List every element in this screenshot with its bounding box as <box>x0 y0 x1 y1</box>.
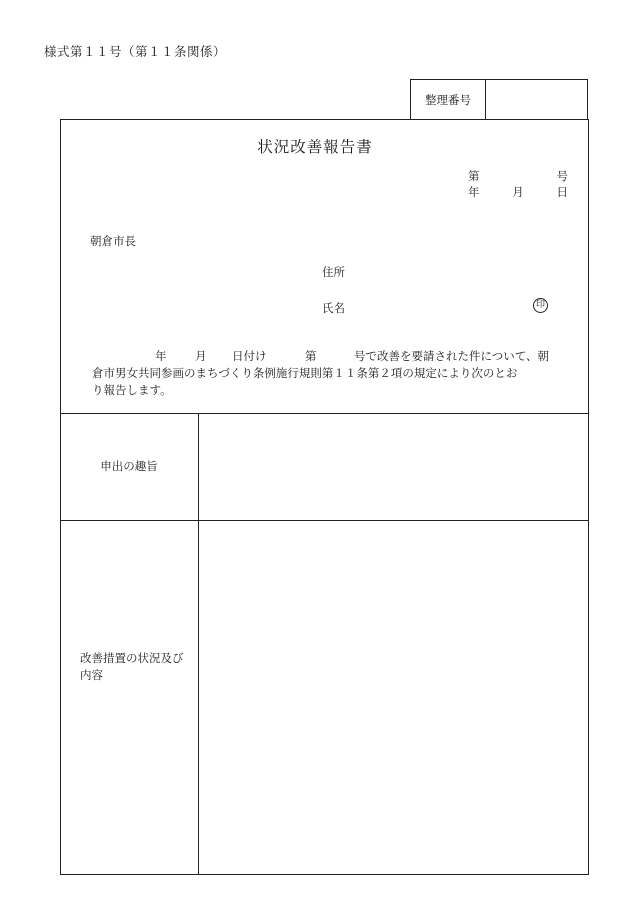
body-dated: 日付け <box>232 349 267 363</box>
document-title: 状況改善報告書 <box>257 138 373 156</box>
body-text-line-2: 倉市男女共同参画のまちづくり条例施行規則第１１条第２項の規定により次のとお <box>92 366 518 380</box>
measures-field[interactable] <box>199 521 588 874</box>
reference-number-field[interactable] <box>486 80 587 119</box>
document-number-line <box>468 168 568 184</box>
body-text-line-3: り報告します。 <box>92 383 172 397</box>
purpose-field[interactable] <box>199 414 588 520</box>
date-month: 月 <box>512 185 524 199</box>
body-year: 年 <box>155 349 167 363</box>
address-label: 住所 <box>322 265 345 279</box>
form-number-label: 様式第１１号（第１１条関係） <box>44 44 227 59</box>
date-day: 日 <box>556 185 568 199</box>
body-dai: 第 <box>305 349 317 363</box>
document-date-line <box>468 184 568 200</box>
reference-number-box <box>410 79 588 119</box>
body-go-text: 号で改善を要請された件について、朝 <box>354 349 550 363</box>
seal-mark: 印 <box>533 298 548 313</box>
name-label: 氏名 <box>322 301 345 315</box>
table-row-measures-label: 改善措置の状況及び内容 <box>80 651 184 682</box>
number-prefix: 第 <box>468 169 480 183</box>
number-suffix: 号 <box>556 169 568 183</box>
addressee: 朝倉市長 <box>90 234 136 248</box>
body-month: 月 <box>195 349 207 363</box>
table-row-purpose-label: 申出の趣旨 <box>100 459 158 473</box>
reference-number-label: 整理番号 <box>411 80 486 119</box>
date-year: 年 <box>468 185 480 199</box>
